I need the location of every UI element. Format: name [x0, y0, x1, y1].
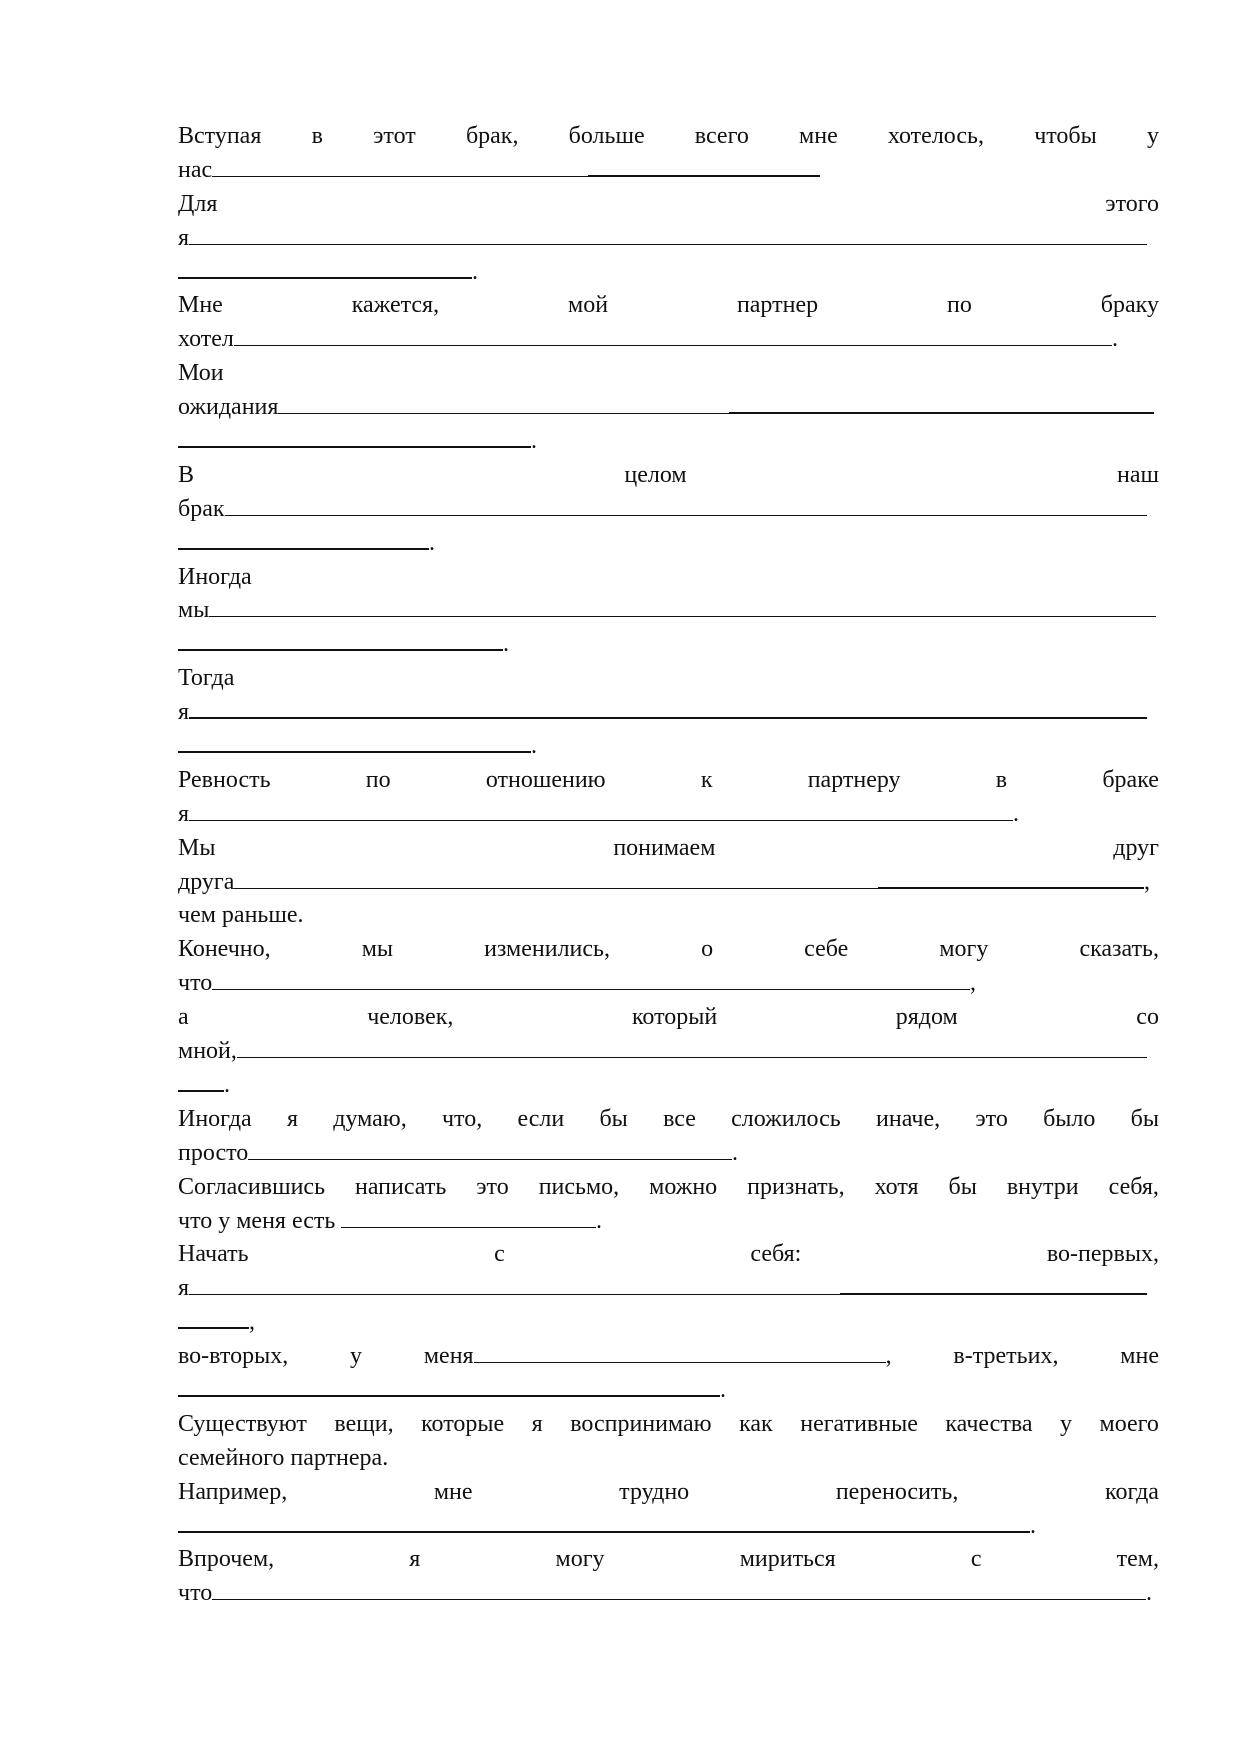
fill-in-blank[interactable] [278, 393, 729, 414]
form-line [178, 1476, 1159, 1510]
form-line [178, 256, 478, 290]
line-text: в [311, 123, 323, 149]
form-line [178, 1035, 1147, 1069]
line-text: партнеру [807, 766, 901, 793]
form-line [178, 323, 1118, 357]
line-text: человек, [367, 1004, 454, 1031]
fill-in-blank[interactable] [178, 1307, 249, 1329]
line-text: отношению [485, 766, 606, 793]
fill-in-blank[interactable] [189, 224, 1147, 245]
line-text: всего [694, 123, 749, 149]
form-line [178, 832, 1159, 866]
line-text: бы [948, 1173, 977, 1200]
fill-in-blank[interactable] [178, 257, 472, 279]
line-text: это [476, 1173, 509, 1200]
form-line [178, 696, 1147, 730]
line-text: можно [649, 1173, 718, 1200]
line-text: я [178, 800, 190, 827]
line-text: , [885, 1343, 892, 1370]
form-line [178, 764, 1159, 798]
form-line [178, 798, 1019, 832]
line-text: иначе, [876, 1105, 941, 1132]
line-text: было [1043, 1105, 1096, 1132]
fill-in-blank[interactable] [189, 800, 1013, 821]
line-text: . [472, 258, 478, 285]
line-text: рядом [895, 1004, 958, 1031]
line-text: могу [555, 1546, 605, 1573]
line-text: я [409, 1546, 421, 1573]
line-text: друг [1113, 834, 1159, 861]
fill-in-blank[interactable] [178, 629, 503, 651]
line-text: хотел [178, 326, 234, 353]
line-text: вещи, [334, 1410, 394, 1437]
fill-in-blank[interactable] [237, 1037, 1147, 1058]
form-line [178, 1171, 1159, 1205]
document-page [178, 120, 1159, 1611]
line-text: браку [1100, 292, 1159, 319]
line-text: Начать [178, 1241, 249, 1268]
line-text: думаю, [333, 1105, 407, 1132]
fill-in-blank[interactable] [178, 1070, 224, 1092]
line-text: о [701, 936, 714, 963]
line-text: бы [1130, 1105, 1159, 1132]
form-line [178, 1577, 1152, 1611]
fill-in-blank[interactable] [178, 1375, 720, 1397]
form-line [178, 1205, 602, 1239]
line-text: Для [178, 190, 218, 217]
line-text: мне [433, 1478, 473, 1505]
line-text: внутри [1006, 1173, 1079, 1200]
form-line [178, 933, 1159, 967]
line-text: себе [804, 936, 849, 963]
form-line [178, 561, 1159, 595]
fill-in-blank[interactable] [474, 1342, 886, 1363]
line-text: Например, [178, 1478, 288, 1505]
line-text: семейного партнера. [178, 1444, 389, 1471]
line-text: этого [1105, 190, 1159, 217]
line-text: , [970, 970, 976, 997]
line-text: Существуют [178, 1410, 307, 1437]
line-text: негативные [800, 1410, 918, 1437]
line-text: воспринимаю [570, 1410, 712, 1437]
line-text: мне [1120, 1343, 1159, 1370]
line-text: с [494, 1241, 505, 1268]
line-text: наш [1117, 461, 1159, 488]
line-text: в-третьих, [953, 1343, 1059, 1370]
line-text: чем раньше. [178, 902, 304, 929]
fill-in-blank[interactable] [212, 969, 970, 990]
line-text: по [365, 766, 391, 793]
line-text: браке [1102, 766, 1159, 793]
line-text: переносить, [835, 1478, 959, 1505]
line-text: по [947, 292, 972, 319]
line-text: , [1144, 868, 1150, 895]
line-text: тем, [1116, 1546, 1159, 1573]
fill-in-blank[interactable] [189, 1274, 840, 1295]
fill-in-blank[interactable] [234, 325, 1112, 346]
line-text: это [975, 1105, 1008, 1132]
line-text: Иногда [178, 563, 252, 590]
fill-in-blank[interactable] [209, 596, 1156, 617]
line-text: как [739, 1410, 773, 1437]
line-text: трудно [619, 1478, 690, 1505]
form-line [178, 357, 1159, 391]
line-text: у [1060, 1410, 1072, 1437]
form-line [178, 289, 1159, 323]
line-text: моего [1099, 1410, 1159, 1437]
line-text: . [531, 733, 537, 760]
line-text: в [995, 766, 1008, 793]
line-text: Вступая [178, 123, 262, 149]
form-line [178, 866, 1150, 900]
line-text: себя, [1108, 1173, 1159, 1200]
line-text: все [663, 1105, 696, 1132]
fill-in-blank[interactable] [588, 155, 820, 177]
line-text: сложилось [731, 1105, 841, 1132]
form-line [178, 1272, 1147, 1306]
fill-in-blank[interactable] [212, 1579, 1146, 1600]
form-line [178, 222, 1147, 256]
line-text: Мои [178, 360, 224, 387]
form-line [178, 967, 976, 1001]
line-text: этот [373, 123, 416, 149]
line-text: мне [799, 123, 838, 149]
line-text: , [249, 1309, 255, 1336]
fill-in-blank[interactable] [212, 156, 588, 177]
line-text: хотя [874, 1173, 919, 1200]
line-text: к [700, 766, 713, 793]
line-text: во-первых, [1046, 1241, 1159, 1268]
line-text: В [178, 461, 195, 488]
line-text: со [1136, 1004, 1159, 1031]
form-line [178, 1001, 1159, 1035]
form-line [178, 662, 1159, 696]
line-text: . [1013, 800, 1019, 827]
line-text: который [631, 1004, 718, 1031]
form-line [178, 899, 1159, 933]
line-text: просто [178, 1139, 249, 1166]
line-text: у [1146, 123, 1159, 149]
line-text: . [429, 529, 435, 556]
line-text: мной, [178, 1038, 237, 1065]
fill-in-blank[interactable] [878, 867, 1144, 889]
line-text: целом [624, 461, 687, 488]
line-text: сказать, [1079, 936, 1159, 963]
form-line [178, 154, 820, 188]
line-text: меня [423, 1343, 474, 1370]
form-line [178, 1408, 1159, 1442]
line-text: Мне [178, 292, 223, 319]
form-line [178, 1340, 1159, 1374]
line-text: Тогда [178, 665, 235, 692]
fill-in-blank[interactable] [248, 1139, 732, 1160]
line-text: мой [568, 292, 609, 319]
fill-in-blank[interactable] [840, 1273, 1147, 1295]
fill-in-blank[interactable] [178, 731, 531, 753]
form-line [178, 527, 435, 561]
line-text: кажется, [351, 292, 440, 319]
form-line [178, 1103, 1159, 1137]
line-text: . [503, 631, 509, 658]
line-text: написать [354, 1173, 447, 1200]
line-text: я [178, 699, 190, 726]
line-text: . [1146, 1580, 1152, 1607]
line-text: письмо, [538, 1173, 620, 1200]
fill-in-blank[interactable] [225, 495, 1147, 516]
fill-in-blank[interactable] [178, 426, 531, 448]
line-text: признать, [747, 1173, 845, 1200]
line-text: мы [361, 936, 393, 963]
line-text: что у меня есть [178, 1207, 342, 1234]
line-text: что [178, 970, 213, 997]
line-text: . [720, 1376, 726, 1403]
line-text: я [178, 224, 190, 251]
form-line [178, 628, 509, 662]
line-text: . [224, 1071, 230, 1098]
line-text: изменились, [484, 936, 610, 963]
line-text: мириться [739, 1546, 836, 1573]
fill-in-blank[interactable] [729, 392, 1154, 414]
line-text: Конечно, [178, 936, 271, 963]
line-text: . [1112, 326, 1118, 353]
line-text: с [970, 1546, 982, 1573]
line-text: себя: [750, 1241, 802, 1268]
form-line [178, 1442, 1159, 1476]
line-text: во-вторых, [178, 1343, 289, 1370]
line-text: нас [178, 156, 213, 183]
fill-in-blank[interactable] [189, 697, 1147, 719]
form-line [178, 425, 537, 459]
line-text: бы [599, 1105, 628, 1132]
line-text: Мы [178, 834, 216, 861]
line-text: могу [939, 936, 989, 963]
form-line [178, 1543, 1159, 1577]
line-text: качества [945, 1410, 1033, 1437]
form-line [178, 1137, 738, 1171]
line-text: . [531, 428, 537, 455]
form-line [178, 1374, 726, 1408]
line-text: Иногда [178, 1105, 252, 1132]
line-text: я [178, 1275, 190, 1302]
text-group [424, 1340, 892, 1374]
line-text: Впрочем, [178, 1546, 275, 1573]
line-text: Ревность [178, 766, 271, 793]
fill-in-blank[interactable] [178, 1511, 1030, 1533]
form-line [178, 120, 1159, 154]
line-text: брак, [465, 123, 519, 149]
fill-in-blank[interactable] [234, 868, 878, 889]
line-text: ожидания [178, 394, 279, 421]
line-text: брак [178, 495, 225, 522]
line-text: понимаем [613, 834, 716, 861]
line-text: . [732, 1139, 738, 1166]
line-text: если [517, 1105, 565, 1132]
form-line [178, 730, 537, 764]
line-text: мы [178, 597, 210, 624]
line-text: у [350, 1343, 363, 1370]
line-text: что [178, 1580, 213, 1607]
fill-in-blank[interactable] [178, 528, 429, 550]
line-text: партнер [736, 292, 819, 319]
form-line [178, 1238, 1159, 1272]
line-text: хотелось, [887, 123, 984, 149]
line-text: . [596, 1207, 602, 1234]
line-text: а [178, 1004, 189, 1031]
line-text: чтобы [1034, 123, 1097, 149]
line-text: друга [178, 868, 235, 895]
line-text: когда [1105, 1478, 1159, 1505]
line-text: . [1030, 1512, 1036, 1539]
line-text: я [531, 1410, 543, 1437]
line-text: больше [568, 123, 645, 149]
line-text: я [286, 1105, 298, 1132]
form-line [178, 391, 1154, 425]
form-line [178, 493, 1147, 527]
line-text: что, [441, 1105, 483, 1132]
form-line [178, 594, 1156, 628]
form-line [178, 1510, 1036, 1544]
line-text: которые [421, 1410, 505, 1437]
fill-in-blank[interactable] [341, 1207, 596, 1228]
form-line [178, 1069, 230, 1103]
line-text: Согласившись [178, 1173, 326, 1200]
form-line [178, 459, 1159, 493]
form-line [178, 188, 1159, 222]
form-line [178, 1306, 255, 1340]
